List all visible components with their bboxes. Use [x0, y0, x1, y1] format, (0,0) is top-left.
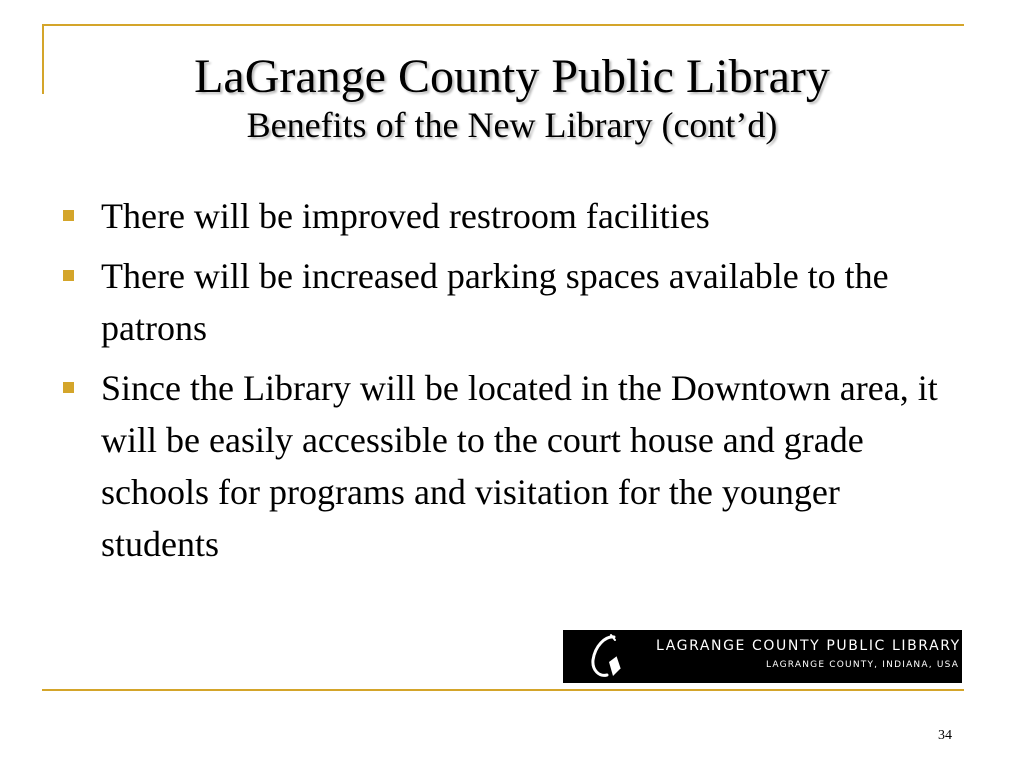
page-number: 34: [938, 728, 952, 743]
bullet-text: There will be improved restroom facilities: [101, 196, 710, 236]
frame-top-line: [42, 24, 964, 26]
bullet-item: [62, 250, 962, 354]
bullet-square-icon: [63, 210, 74, 221]
bullet-item: [62, 362, 962, 570]
frame-bottom-line: [42, 689, 964, 691]
slide-subtitle: Benefits of the New Library (cont’d): [246, 105, 778, 145]
title-block: [0, 50, 1024, 146]
logo-name: LAGRANGE COUNTY PUBLIC LIBRARY: [656, 638, 961, 654]
logo-location: LAGRANGE COUNTY, INDIANA, USA: [766, 660, 960, 670]
library-logo-banner: [563, 630, 962, 683]
library-logo-icon: [587, 632, 625, 682]
bullet-list: [62, 190, 962, 578]
bullet-square-icon: [63, 270, 74, 281]
bullet-text: Since the Library will be located in the Downtown area, it will be easily accessible to the court house and grade schools for programs and visitation for the younger students: [101, 368, 938, 564]
slide-title: LaGrange County Public Library: [194, 50, 830, 103]
bullet-text: There will be increased parking spaces available to the patrons: [101, 256, 889, 348]
bullet-square-icon: [63, 382, 74, 393]
bullet-item: [62, 190, 962, 242]
